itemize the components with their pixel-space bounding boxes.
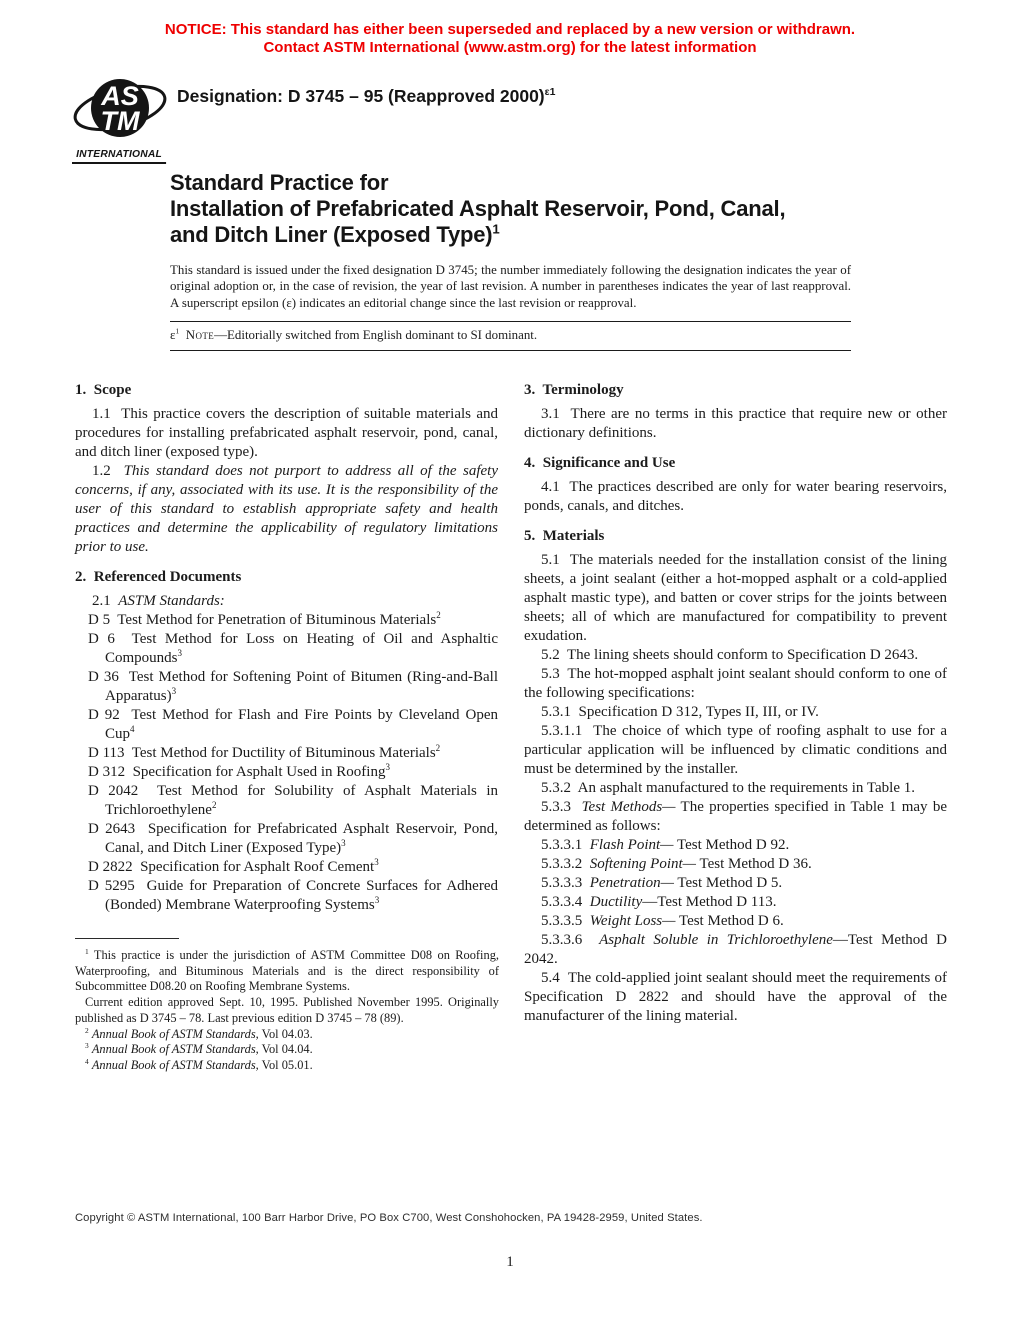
materials-paragraph: 5.3.3.3 Penetration— Test Method D 5. — [541, 875, 783, 891]
title-line-1: Standard Practice for — [170, 170, 389, 195]
materials-paragraph: 5.3 The hot-mopped asphalt joint sealant should conform to one of the following specifications: — [524, 666, 947, 701]
standard-title — [170, 170, 870, 248]
astm-logo — [72, 74, 168, 164]
section-3-heading: 3. Terminology — [524, 382, 624, 398]
title-line-3: and Ditch Liner (Exposed Type)$^1$ — [170, 221, 500, 247]
astm-international-label: INTERNATIONAL — [72, 148, 166, 164]
materials-paragraph: 5.4 The cold-applied joint sealant should meet the requirements of Specification D 2822 and should have the approval of the manufacturer of the lining material. — [524, 970, 947, 1024]
footnote-item: $^2$ Annual Book of ASTM Standards, Vol 04.03. — [85, 1025, 313, 1041]
referenced-standard-item: D 5 Test Method for Penetration of Bituminous Materials$^2$ — [88, 610, 441, 628]
astm-globe-icon — [72, 74, 168, 146]
editorial-note-text: $\varepsilon^1$ Note—Editorially switched from English dominant to SI dominant. — [170, 326, 538, 342]
materials-paragraph: 5.3.3 Test Methods— The properties specified in Table 1 may be determined as follows: — [524, 799, 948, 834]
copyright-line: Copyright © ASTM International, 100 Barr Harbor Drive, PO Box C700, West Conshohocken, PA 19428-2959, United States. — [75, 1212, 703, 1224]
referenced-standard-item: D 2822 Specification for Asphalt Roof Cement$^3$ — [88, 857, 379, 875]
footnotes — [75, 938, 499, 1074]
referenced-standard-item: D 6 Test Method for Loss on Heating of Oil and Asphaltic Compounds$^3$ — [88, 631, 498, 666]
footnote-item: $^1$ This practice is under the jurisdiction of ASTM Committee D08 on Roofing, Waterproofing, and Bituminous Materials and is the direct responsibility of Subcommittee D08.20 on Roofing Membrane Systems. — [75, 946, 499, 994]
superseded-notice — [0, 21, 1020, 56]
footnote-separator — [75, 938, 179, 939]
section-4-heading: 4. Significance and Use — [524, 455, 676, 471]
referenced-standard-item: D 2643 Specification for Prefabricated Asphalt Reservoir, Pond, Canal, and Ditch Liner (Exposed Type)$^3$ — [88, 821, 498, 856]
paragraph-3-1: 3.1 There are no terms in this practice that require new or other dictionary definitions. — [524, 406, 947, 441]
designation: Designation: D 3745 – 95 (Reapproved 2000)$^{\varepsilon 1}$ — [177, 86, 556, 106]
editorial-note — [170, 321, 851, 351]
svg-text:TM: TM — [100, 106, 140, 136]
footnote-list — [75, 948, 499, 1074]
materials-paragraph: 5.3.3.1 Flash Point— Test Method D 92. — [541, 837, 790, 853]
footnote-item: Current edition approved Sept. 10, 1995. Published November 1995. Originally published as D 3745 – 78. Last previous edition D 3745 – 78 (89). — [75, 995, 499, 1025]
referenced-standard-item: D 5295 Guide for Preparation of Concrete Surfaces for Adhered (Bonded) Membrane Waterproofing Systems$^3$ — [88, 878, 498, 913]
title-line-2: Installation of Prefabricated Asphalt Reservoir, Pond, Canal, — [170, 196, 786, 221]
footnote-item: $^3$ Annual Book of ASTM Standards, Vol 04.04. — [85, 1041, 313, 1057]
referenced-standard-item: D 113 Test Method for Ductility of Bituminous Materials$^2$ — [88, 743, 441, 761]
paragraph-4-1: 4.1 The practices described are only for water bearing reservoirs, ponds, canals, and ditches. — [524, 479, 947, 514]
section-2-heading: 2. Referenced Documents — [75, 569, 242, 585]
issuance-paragraph: This standard is issued under the fixed designation D 3745; the number immediately following the designation indicates the year of original adoption or, in the case of revision, the year of last revision. A number in parentheses indicates the year of last reapproval. A superscript epsilon (ε) indicates an editorial change since the last revision or reapproval. — [170, 263, 851, 310]
materials-paragraph: 5.3.2 An asphalt manufactured to the requirements in Table 1. — [541, 780, 915, 796]
referenced-standard-item: D 2042 Test Method for Solubility of Asphalt Materials in Trichloroethylene$^2$ — [88, 783, 498, 818]
body-columns — [75, 381, 947, 1026]
page-number: 1 — [506, 1254, 514, 1270]
materials-paragraph: 5.2 The lining sheets should conform to Specification D 2643. — [541, 647, 919, 663]
referenced-standard-item: D 36 Test Method for Softening Point of Bitumen (Ring-and-Ball Apparatus)$^3$ — [88, 669, 498, 704]
section-5-heading: 5. Materials — [524, 528, 605, 544]
left-column — [75, 381, 498, 1026]
materials-paragraph: 5.3.3.4 Ductility—Test Method D 113. — [541, 894, 777, 910]
materials-paragraphs — [524, 551, 947, 1026]
notice-line-2: Contact ASTM International (www.astm.org) for the latest information — [263, 38, 757, 56]
referenced-standard-item: D 92 Test Method for Flash and Fire Points by Cleveland Open Cup$^4$ — [88, 707, 498, 742]
referenced-standard-item: D 312 Specification for Asphalt Used in Roofing$^3$ — [88, 762, 390, 780]
right-column — [524, 381, 947, 1026]
referenced-standards-list — [75, 611, 498, 915]
materials-paragraph: 5.3.1.1 The choice of which type of roofing asphalt to use for a particular application will be influenced by climatic conditions and must be determined by the installer. — [524, 723, 947, 777]
section-1-heading: 1. Scope — [75, 382, 132, 398]
footnote-item: $^4$ Annual Book of ASTM Standards, Vol 05.01. — [85, 1056, 313, 1072]
materials-paragraph: 5.3.3.6 Asphalt Soluble in Trichloroethylene—Test Method D 2042. — [524, 932, 948, 967]
paragraph-2-1: 2.1 ASTM Standards: — [92, 593, 225, 609]
materials-paragraph: 5.1 The materials needed for the installation consist of the lining sheets, a joint sealant (either a hot-mopped asphalt or a cold-applied asphalt mastic type), and batten or cover strips for the joints between sheets; all of which are manufactured for compatibility to prevent exudation. — [524, 552, 947, 644]
notice-line-1: NOTICE: This standard has either been superseded and replaced by a new version or withdrawn. — [164, 21, 856, 38]
materials-paragraph: 5.3.1 Specification D 312, Types II, III, or IV. — [541, 704, 819, 720]
materials-paragraph: 5.3.3.2 Softening Point— Test Method D 36. — [541, 856, 812, 872]
paragraph-1-1: 1.1 This practice covers the description of suitable materials and procedures for installing prefabricated asphalt reservoir, pond, canal, and ditch liner (exposed type). — [75, 406, 498, 460]
svg-text:AS: AS — [101, 81, 139, 111]
materials-paragraph: 5.3.3.5 Weight Loss— Test Method D 6. — [541, 913, 784, 929]
paragraph-1-2: 1.2 This standard does not purport to address all of the safety concerns, if any, associated with its use. It is the responsibility of the user of this standard to establish appropriate safety and health practices and determine the applicability of regulatory limitations prior to use. — [75, 463, 499, 555]
